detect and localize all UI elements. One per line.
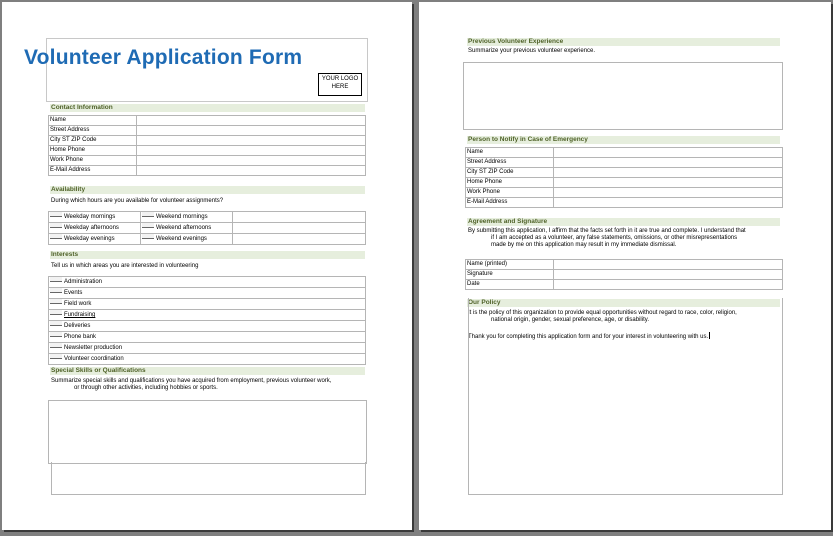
field-value[interactable] (554, 168, 783, 178)
availability-table (48, 211, 366, 245)
policy-line-1: It is the policy of this organization to provide equal opportunities without regard to race, color, religion, (468, 310, 737, 316)
field-label (49, 166, 137, 176)
skills-line-2: or through other activities, including hobbies or sports. (74, 385, 218, 391)
emergency-row (466, 158, 783, 168)
interest-option (49, 310, 366, 321)
form-title: Volunteer Application Form (24, 46, 303, 69)
signature-row (466, 280, 783, 290)
interest-option (49, 299, 366, 310)
interests-prompt: Tell us in which areas you are interested in volunteering (51, 263, 199, 269)
availability-empty (233, 212, 366, 223)
field-value[interactable] (137, 156, 366, 166)
availability-empty (233, 234, 366, 245)
agreement-heading: Agreement and Signature (467, 218, 780, 226)
field-value[interactable] (137, 166, 366, 176)
field-label (49, 136, 137, 146)
field-label-label: Name (467, 149, 484, 155)
field-label (466, 168, 554, 178)
interest-option-label: Volunteer coordination (64, 356, 124, 362)
signature-row (466, 270, 783, 280)
emergency-row (466, 148, 783, 158)
contact-row (49, 156, 366, 166)
checkbox-blank[interactable] (50, 212, 62, 217)
emergency-row (466, 168, 783, 178)
emergency-heading: Person to Notify in Case of Emergency (467, 136, 780, 144)
field-label-label: Home Phone (50, 147, 86, 153)
field-label-label: Work Phone (467, 189, 500, 195)
availability-option (141, 212, 233, 223)
availability-option-label: Weekend afternoons (156, 225, 212, 231)
availability-option (141, 234, 233, 245)
checkbox-blank[interactable] (50, 343, 62, 348)
interest-option (49, 288, 366, 299)
availability-row (49, 212, 366, 223)
field-value[interactable] (137, 126, 366, 136)
field-label-label: E-Mail Address (50, 167, 91, 173)
interest-row (49, 277, 366, 288)
field-label-label: Home Phone (467, 179, 503, 185)
experience-heading: Previous Volunteer Experience (467, 38, 780, 46)
checkbox-blank[interactable] (50, 223, 62, 228)
emergency-row (466, 188, 783, 198)
interest-option (49, 277, 366, 288)
availability-option-label: Weekend mornings (156, 214, 208, 220)
contact-row (49, 146, 366, 156)
emergency-row (466, 198, 783, 208)
field-value[interactable] (554, 158, 783, 168)
field-label (466, 280, 554, 290)
availability-question: During which hours are you available for volunteer assignments? (51, 198, 224, 204)
availability-heading: Availability (50, 186, 365, 194)
availability-row (49, 223, 366, 234)
contact-table (48, 115, 366, 176)
field-value[interactable] (137, 146, 366, 156)
checkbox-blank[interactable] (50, 288, 62, 293)
checkbox-blank[interactable] (142, 234, 154, 239)
skills-heading: Special Skills or Qualifications (50, 367, 365, 375)
availability-option (141, 223, 233, 234)
interest-row (49, 310, 366, 321)
signature-row (466, 260, 783, 270)
field-label-label: Street Address (467, 159, 507, 165)
emergency-row (466, 178, 783, 188)
availability-empty (233, 223, 366, 234)
interest-row (49, 354, 366, 365)
field-label-label: Signature (467, 271, 493, 277)
field-value[interactable] (554, 178, 783, 188)
interest-option-label: Administration (64, 279, 103, 285)
availability-option-label: Weekday mornings (64, 214, 116, 220)
contact-row (49, 166, 366, 176)
field-label (49, 156, 137, 166)
field-label-label: Name (50, 117, 67, 123)
document-page-1 (2, 2, 412, 530)
field-label (49, 126, 137, 136)
skills-line-1: Summarize special skills and qualifications you have acquired from employment, previous volunteer work, (51, 378, 332, 384)
field-label (466, 188, 554, 198)
contact-heading: Contact Information (50, 104, 365, 112)
interest-option-label: Field work (64, 301, 92, 307)
policy-line-2: national origin, gender, sexual preference, age, or disability. (491, 317, 649, 323)
field-label (466, 148, 554, 158)
field-value[interactable] (554, 198, 783, 208)
field-label-label: City ST ZIP Code (467, 169, 514, 175)
skills-textarea-lower (51, 462, 366, 495)
policy-frame (468, 298, 783, 495)
field-label (466, 178, 554, 188)
contact-row (49, 126, 366, 136)
interest-option (49, 321, 366, 332)
signature-table (465, 259, 783, 290)
availability-option-label: Weekend evenings (156, 236, 207, 242)
field-label-label: Street Address (50, 127, 90, 133)
checkbox-blank[interactable] (142, 212, 154, 217)
availability-option (49, 223, 141, 234)
contact-row (49, 116, 366, 126)
checkbox-blank[interactable] (50, 299, 62, 304)
field-label-label: Date (467, 281, 480, 287)
interest-row (49, 299, 366, 310)
checkbox-blank[interactable] (50, 332, 62, 337)
checkbox-blank[interactable] (50, 234, 62, 239)
field-label (466, 270, 554, 280)
field-label (49, 146, 137, 156)
experience-textarea[interactable] (463, 62, 783, 130)
availability-option (49, 234, 141, 245)
checkbox-blank[interactable] (50, 310, 62, 315)
interest-row (49, 332, 366, 343)
field-value[interactable] (554, 148, 783, 158)
field-label-label: E-Mail Address (467, 199, 508, 205)
experience-prompt: Summarize your previous volunteer experience. (468, 48, 596, 54)
policy-heading: Our Policy (467, 299, 780, 307)
interests-heading: Interests (50, 251, 365, 259)
field-value[interactable] (554, 260, 783, 270)
interests-table (48, 276, 366, 365)
document-page-2 (419, 2, 831, 530)
interest-option-label: Deliveries (64, 323, 91, 329)
interest-row (49, 288, 366, 299)
availability-row (49, 234, 366, 245)
agreement-line-3: made by me on this application may result in my immediate dismissal. (491, 242, 677, 248)
checkbox-blank[interactable] (50, 321, 62, 326)
availability-option-label: Weekday evenings (64, 236, 115, 242)
interest-option (49, 332, 366, 343)
policy-thanks-text: Thank you for completing this application form and for your interest in volunteering with us. (468, 334, 709, 340)
interest-row (49, 321, 366, 332)
field-label (466, 260, 554, 270)
checkbox-blank[interactable] (50, 277, 62, 282)
availability-option (49, 212, 141, 223)
agreement-line-2: if I am accepted as a volunteer, any false statements, omissions, or other misrepresentations (491, 235, 738, 241)
emergency-table (465, 147, 783, 208)
field-label-label: City ST ZIP Code (50, 137, 97, 143)
interest-option-label: Newsletter production (64, 345, 123, 351)
field-label (466, 198, 554, 208)
interest-option-label: Events (64, 290, 83, 296)
field-label (49, 116, 137, 126)
interest-option-label: Phone bank (64, 334, 97, 340)
checkbox-blank[interactable] (50, 354, 62, 359)
interest-option-label: Fundraising (64, 312, 96, 318)
field-label (466, 158, 554, 168)
field-value[interactable] (554, 270, 783, 280)
logo-placeholder (318, 73, 362, 96)
field-value[interactable] (554, 280, 783, 290)
field-label-label: Work Phone (50, 157, 83, 163)
interest-row (49, 343, 366, 354)
interest-option (49, 343, 366, 354)
field-label-label: Name (printed) (467, 261, 508, 267)
field-value[interactable] (137, 116, 366, 126)
logo-text: YOUR LOGO HERE (321, 76, 359, 90)
checkbox-blank[interactable] (142, 223, 154, 228)
agreement-line-1: By submitting this application, I affirm that the facts set forth in it are true and complete. I understand that (468, 228, 746, 234)
interest-option (49, 354, 366, 365)
skills-textarea[interactable] (48, 400, 367, 464)
field-value[interactable] (554, 188, 783, 198)
field-value[interactable] (137, 136, 366, 146)
contact-row (49, 136, 366, 146)
availability-option-label: Weekday afternoons (64, 225, 119, 231)
